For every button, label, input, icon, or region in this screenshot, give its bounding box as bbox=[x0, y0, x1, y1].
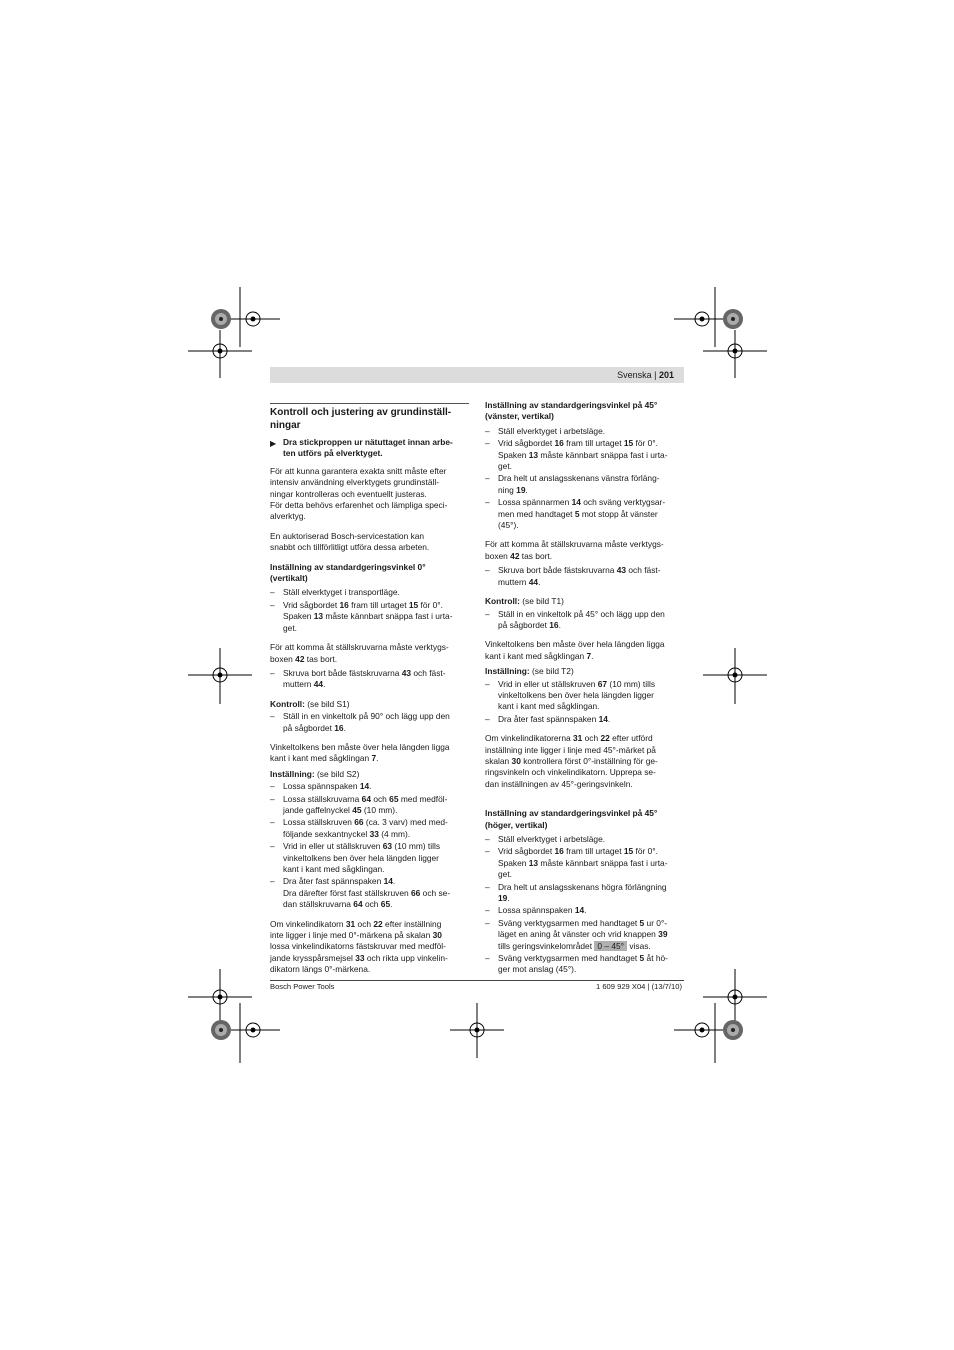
list-item: – Ställ elverktyget i arbetsläge. bbox=[485, 834, 684, 845]
step-list bbox=[270, 587, 469, 634]
check-heading: Kontroll: (se bild T1) bbox=[485, 596, 564, 607]
list-item: – Ställ elverktyget i arbetsläge. bbox=[485, 426, 684, 437]
list-item: – Dra åter fast spännspaken 14. bbox=[485, 714, 684, 725]
angle-range-badge: 0 – 45° bbox=[594, 941, 627, 951]
subsection-title: Inställning av standardgeringsvinkel på 45° (vänster, vertikal) bbox=[485, 400, 658, 422]
header-text bbox=[617, 369, 674, 381]
adjust-heading: Inställning: (se bild S2) bbox=[270, 768, 360, 779]
toolbox-paragraph: För att komma åt ställskruvarna måste verktygs- boxen 42 tas bort. bbox=[485, 539, 664, 561]
subsection-title: Inställning av standardgeringsvinkel på 45° (höger, vertikal) bbox=[485, 808, 658, 830]
text-line: ningar kontrolleras och eventuellt justeras. bbox=[270, 488, 427, 499]
text-line: Inställning av standardgeringsvinkel 0° bbox=[270, 561, 426, 572]
step-list bbox=[270, 668, 469, 691]
list-item: – Ställ elverktyget i transportläge. bbox=[270, 587, 469, 598]
warning-line: ten utförs på elverktyget. bbox=[283, 448, 383, 459]
step-list bbox=[485, 679, 684, 726]
text-line: alverktyg. bbox=[270, 511, 306, 522]
list-item: – Skruva bort både fästskruvarna 43 och fäst- muttern 44. bbox=[485, 565, 684, 588]
list-item: – Skruva bort både fästskruvarna 43 och fäst- muttern 44. bbox=[270, 668, 469, 691]
text-line: För att kunna garantera exakta snitt måste efter bbox=[270, 465, 447, 476]
spacer bbox=[485, 798, 684, 808]
intro-paragraph bbox=[270, 466, 469, 523]
step-list bbox=[270, 711, 469, 734]
right-column bbox=[485, 400, 684, 984]
indicator-paragraph: Om vinkelindikatorn 31 och 22 efter inställning inte ligger i linje med 0°-märkena på skalan 30 lossa vinkelindikatorns fästskruvar med medföl- jande krysspårsmejsel 33 och rikta upp vinkelin- dikatorn längs 0°-märkena. bbox=[270, 918, 448, 975]
step-list bbox=[485, 609, 684, 632]
adjust-heading: Inställning: (se bild T2) bbox=[485, 666, 574, 677]
list-item: – Lossa spännspaken 14. bbox=[485, 905, 684, 916]
list-item: – Ställ in en vinkeltolk på 45° och lägg upp den på sågbordet 16. bbox=[485, 609, 684, 632]
section-rule bbox=[270, 403, 469, 404]
subsection-title bbox=[270, 562, 469, 585]
footer-docnumber: 1 609 929 X04 | (13/7/10) bbox=[596, 982, 682, 991]
step-list bbox=[485, 565, 684, 588]
step-list bbox=[485, 834, 684, 976]
indicator-paragraph: Om vinkelindikatorerna 31 och 22 efter utförd inställning inte ligger i linje med 45°-märket på skalan 30 kontrollera först 0°-inställning för ge- ringsvinkeln och vinkelindikatorn. Upprepa se- dan inställningen av 45°-geringsvinkeln. bbox=[485, 733, 658, 789]
page-number: 201 bbox=[658, 370, 674, 380]
list-item: – Dra åter fast spännspaken 14. Dra därefter först fast ställskruven 66 och se- dan ställskruvarna 64 och 65. bbox=[270, 876, 469, 910]
list-item: – Lossa ställskruven 66 (ca. 3 varv) med med- följande sexkantnyckel 33 (4 mm). bbox=[270, 817, 469, 840]
list-item: – Vrid sågbordet 16 fram till urtaget 15 för 0°. Spaken 13 måste kännbart snäppa fast i urta- get. bbox=[485, 438, 684, 472]
list-item: – Lossa ställskruvarna 64 och 65 med medföl- jande gaffelnyckel 45 (10 mm). bbox=[270, 794, 469, 817]
list-item: – Dra helt ut anslagsskenans högra förlängning 19. bbox=[485, 882, 684, 905]
list-item: – Vrid sågbordet 16 fram till urtaget 15 för 0°. Spaken 13 måste kännbart snäppa fast i urta- get. bbox=[270, 600, 469, 634]
service-paragraph bbox=[270, 531, 469, 554]
check-paragraph: Vinkeltolkens ben måste över hela längden ligga kant i kant med sågklingan 7. bbox=[270, 741, 450, 764]
step-list bbox=[485, 426, 684, 532]
list-item: – Vrid sågbordet 16 fram till urtaget 15 för 0°. Spaken 13 måste kännbart snäppa fast i urta- get. bbox=[485, 846, 684, 880]
list-item: – Sväng verktygsarmen med handtaget 5 ur 0°- läget en aning åt vänster och vrid knappen 39 tills geringsvinkelområdet 0 – 45° visas. bbox=[485, 918, 684, 952]
header-separator: | bbox=[654, 370, 657, 380]
list-item: – Vrid in eller ut ställskruven 67 (10 mm) tills vinkeltolkens ben över hela längden ligger kant i kant med sågklingan. bbox=[485, 679, 684, 713]
toolbox-paragraph: För att komma åt ställskruvarna måste verktygs- boxen 42 tas bort. bbox=[270, 642, 449, 664]
footer-brand: Bosch Power Tools bbox=[270, 982, 335, 991]
list-item: – Ställ in en vinkeltolk på 90° och lägg upp den på sågbordet 16. bbox=[270, 711, 469, 734]
list-item: – Dra helt ut anslagsskenans vänstra förläng- ning 19. bbox=[485, 473, 684, 496]
text-line: En auktoriserad Bosch-servicestation kan bbox=[270, 530, 425, 541]
check-heading: Kontroll: (se bild S1) bbox=[270, 698, 350, 709]
check-paragraph: Vinkeltolkens ben måste över hela längden ligga kant i kant med sågklingan 7. bbox=[485, 639, 665, 661]
triangle-right-icon: ▶ bbox=[270, 439, 277, 448]
page-header bbox=[270, 367, 684, 383]
left-column bbox=[270, 403, 469, 984]
text-line: För detta behövs erfarenhet och lämpliga speci- bbox=[270, 500, 448, 511]
list-item: – Lossa spännspaken 14. bbox=[270, 781, 469, 792]
list-item: – Vrid in eller ut ställskruven 63 (10 mm) tills vinkeltolkens ben över hela längden ligger kant i kant med sågklingan. bbox=[270, 841, 469, 875]
list-item: – Sväng verktygsarmen med handtaget 5 åt hö- ger mot anslag (45°). bbox=[485, 953, 684, 976]
warning-line: Dra stickproppen ur nätuttaget innan arbe- bbox=[283, 437, 453, 447]
text-line: (vertikalt) bbox=[270, 573, 308, 584]
footer-rule bbox=[270, 980, 684, 981]
text-line: intensiv användning elverktygets grundinställ- bbox=[270, 477, 439, 488]
warning-note bbox=[270, 437, 469, 460]
section-title: Kontroll och justering av grundinställ- ningar bbox=[270, 407, 452, 431]
list-item: – Lossa spännarmen 14 och sväng verktygsar- men med handtaget 5 mot stopp åt vänster (45°). bbox=[485, 497, 684, 531]
step-list bbox=[270, 781, 469, 910]
header-language: Svenska bbox=[617, 370, 652, 380]
text-line: snabbt och tillförlitligt utföra dessa arbeten. bbox=[270, 542, 430, 553]
